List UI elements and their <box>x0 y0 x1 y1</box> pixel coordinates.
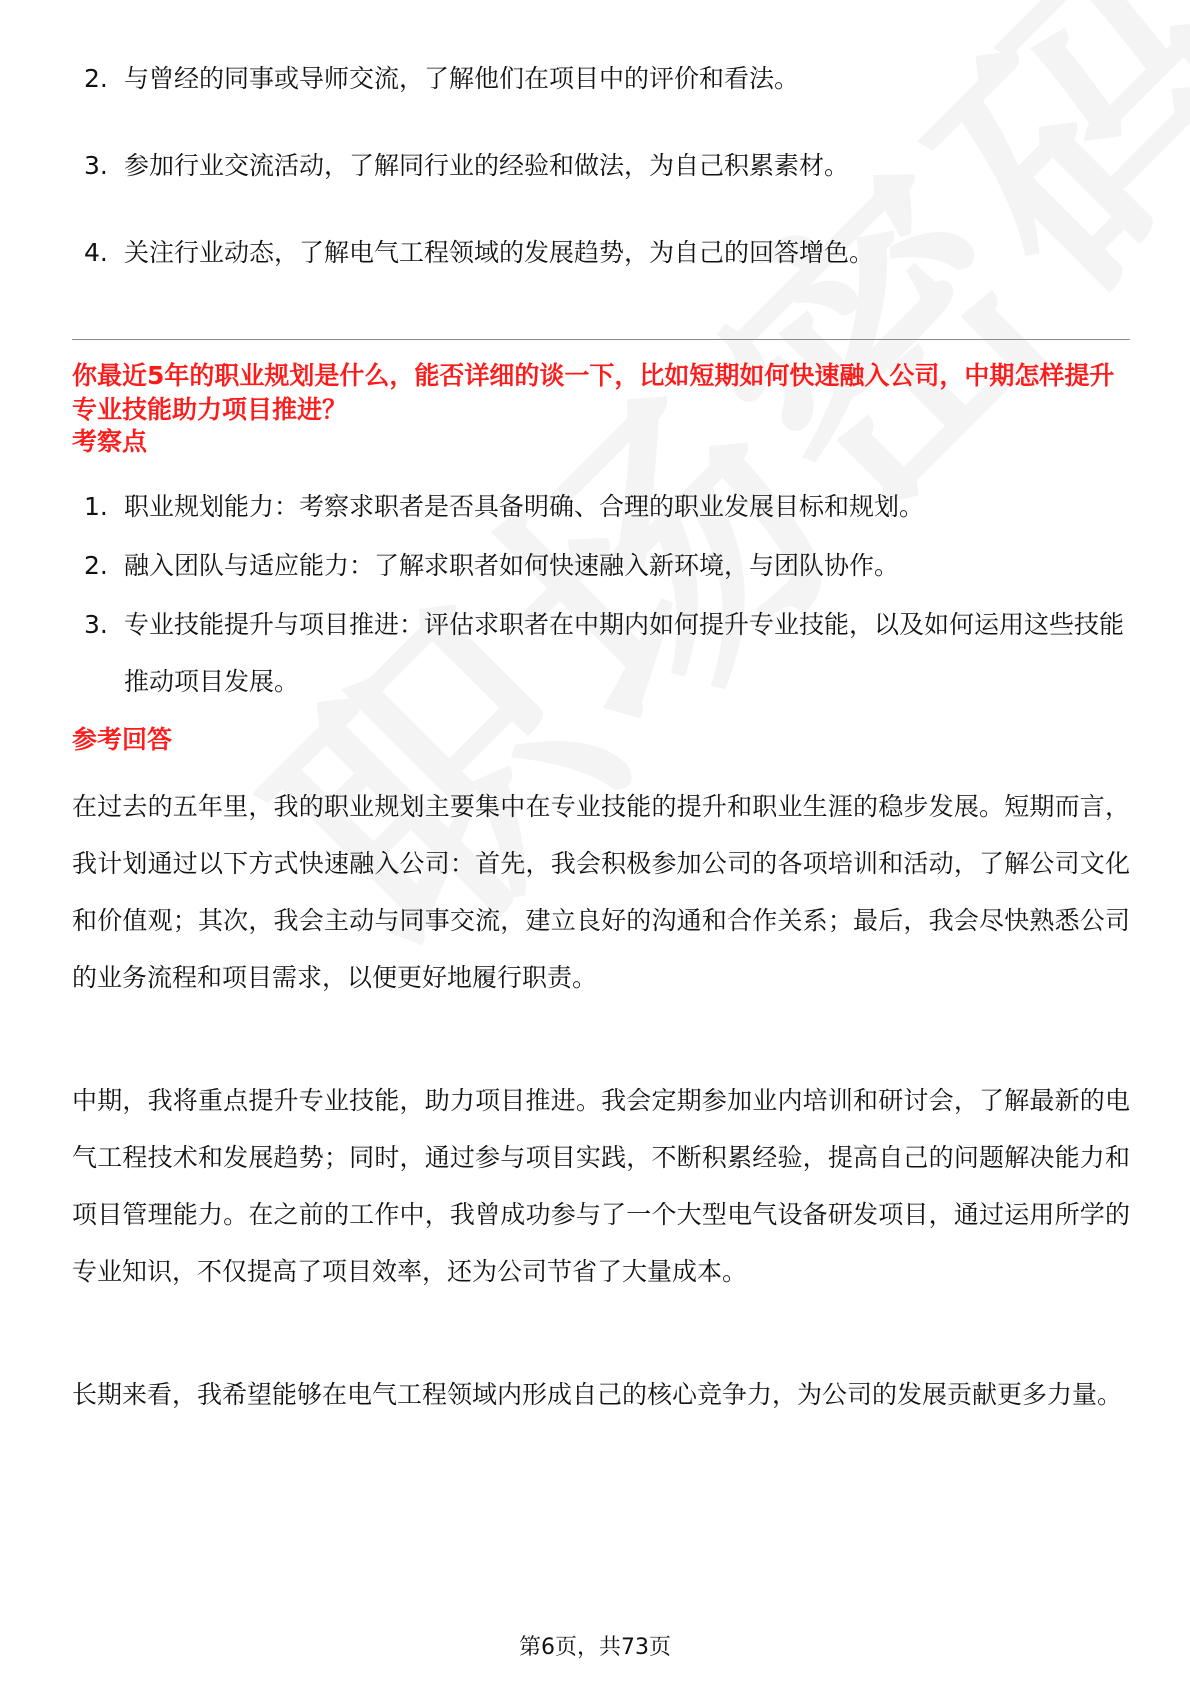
focus-list <box>72 478 1132 712</box>
list-item-text: 融入团队与适应能力：了解求职者如何快速融入新环境，与团队协作。 <box>124 551 900 580</box>
list-item-text: 与曾经的同事或导师交流，了解他们在项目中的评价和看法。 <box>124 64 800 93</box>
list-item-text: 专业技能提升与项目推进：评估求职者在中期内如何提升专业技能，以及如何运用这些技能推动项目发展。 <box>124 610 1125 696</box>
list-item-number: 3. <box>84 610 108 639</box>
list-item <box>72 50 1132 107</box>
answer-paragraph-long-term: 长期来看，我希望能够在电气工程领域内形成自己的核心竞争力，为公司的发展贡献更多力量。 <box>72 1380 1123 1409</box>
interview-question: 你最近5年的职业规划是什么，能否详细的谈一下，比如短期如何快速融入公司，中期怎样提升专业技能助力项目推进？ <box>72 361 1115 424</box>
list-item-text: 参加行业交流活动，了解同行业的经验和做法，为自己积累素材。 <box>124 151 850 180</box>
answer-heading: 参考回答 <box>72 725 173 754</box>
list-item-text: 关注行业动态，了解电气工程领域的发展趋势，为自己的回答增色。 <box>124 238 875 267</box>
list-item-number: 2. <box>84 551 108 580</box>
list-item-number: 4. <box>84 238 108 267</box>
page-number: 第6页，共73页 <box>519 1635 671 1660</box>
answer-paragraph-mid-term: 中期，我将重点提升专业技能，助力项目推进。我会定期参加业内培训和研讨会，了解最新的电气工程技术和发展趋势；同时，通过参与项目实践，不断积累经验，提高自己的问题解决能力和项目管理能力。在之前的工作中，我曾成功参与了一个大型电气设备研发项目，通过运用所学的专业知识，不仅提高了项目效率，还为公司节省了大量成本。 <box>72 1086 1130 1286</box>
list-item <box>72 224 1132 281</box>
list-item <box>72 478 1132 535</box>
list-item-number: 2. <box>84 64 108 93</box>
list-item <box>72 137 1132 194</box>
section-divider <box>72 339 1130 340</box>
list-item-number: 1. <box>84 492 108 521</box>
list-item <box>72 537 1132 594</box>
preparation-list <box>72 50 1132 311</box>
list-item-text: 职业规划能力：考察求职者是否具备明确、合理的职业发展目标和规划。 <box>124 492 925 521</box>
list-item-number: 3. <box>84 151 108 180</box>
list-item <box>72 596 1132 710</box>
answer-paragraph-short-term: 在过去的五年里，我的职业规划主要集中在专业技能的提升和职业生涯的稳步发展。短期而言，我计划通过以下方式快速融入公司：首先，我会积极参加公司的各项培训和活动，了解公司文化和价值观；其次，我会主动与同事交流，建立良好的沟通和合作关系；最后，我会尽快熟悉公司的业务流程和项目需求，以便更好地履行职责。 <box>72 792 1130 992</box>
focus-heading: 考察点 <box>72 427 148 456</box>
